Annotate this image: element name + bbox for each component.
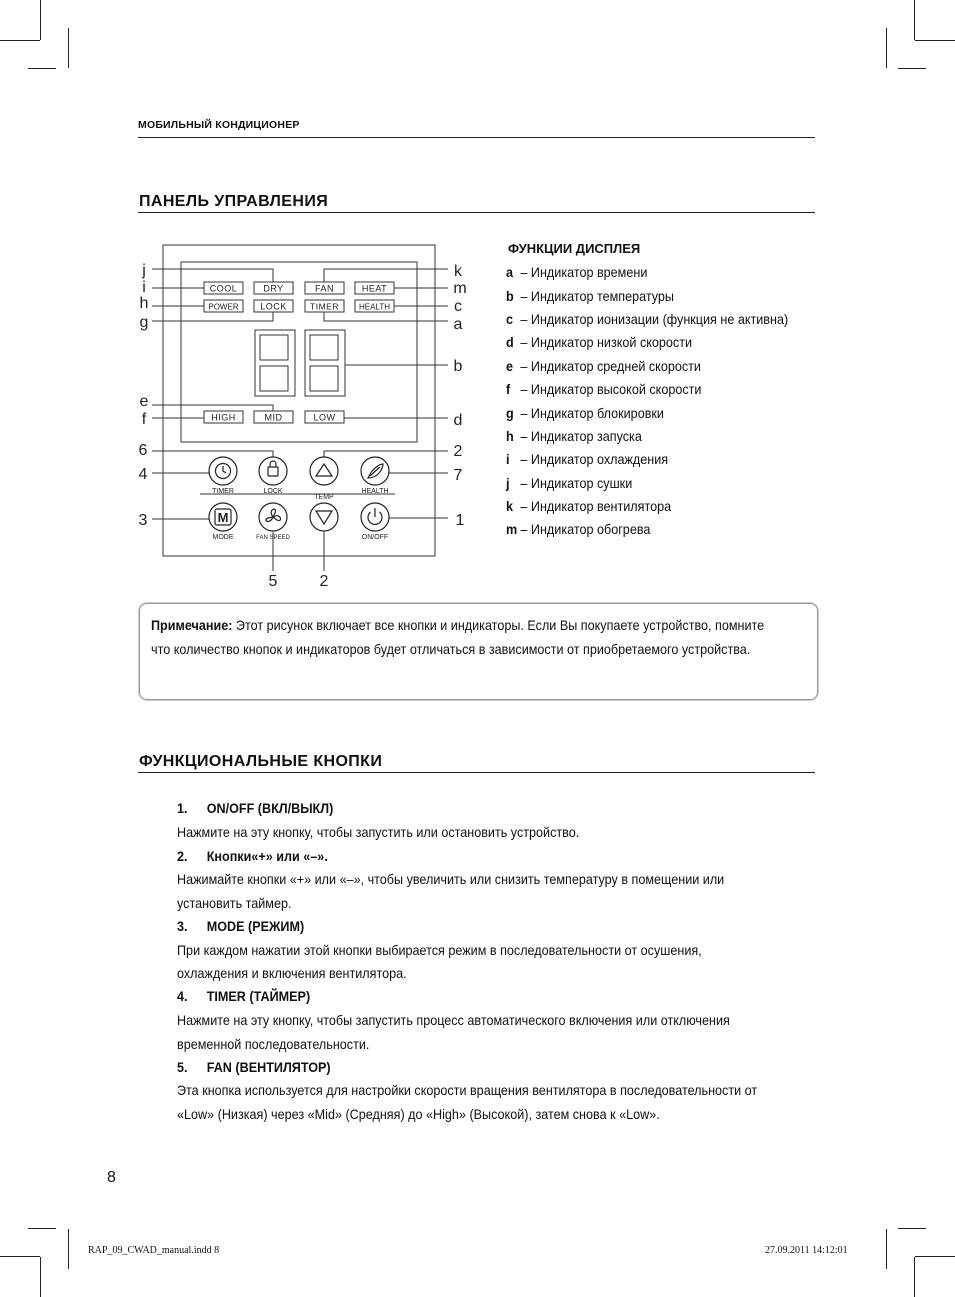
function-item: c – Индикатор ионизации (функция не активна) — [506, 311, 789, 327]
section-rule — [138, 212, 815, 213]
cool-label: COOL — [209, 283, 238, 294]
function-button-title: 3. MODE (РЕЖИМ) — [177, 918, 305, 934]
mode-button-label: MODE — [212, 534, 234, 541]
crop-mark — [28, 68, 56, 69]
crop-mark — [0, 40, 40, 41]
note-text — [151, 614, 781, 661]
function-button-desc: установить таймер. — [177, 895, 292, 911]
note-box — [139, 603, 818, 700]
power-label: POWER — [208, 302, 239, 312]
function-item: d – Индикатор низкой скорости — [506, 334, 693, 350]
callout-h: h — [139, 295, 149, 312]
callout-2-right: 2 — [453, 443, 463, 460]
function-item: a – Индикатор времени — [506, 264, 648, 280]
callout-j: j — [142, 262, 146, 279]
temp-down-button — [310, 503, 338, 531]
crop-mark — [886, 28, 887, 68]
timer-button-label: TIMER — [212, 488, 234, 495]
footer-timestamp: 27.09.2011 14:12:01 — [765, 1245, 848, 1256]
control-panel-diagram — [130, 240, 480, 590]
callout-1: 1 — [455, 512, 465, 529]
display-functions-title: ФУНКЦИИ ДИСПЛЕЯ — [508, 241, 641, 256]
function-item: e – Индикатор средней скорости — [506, 358, 701, 374]
callout-g: g — [139, 314, 149, 331]
health-label: HEALTH — [359, 302, 390, 312]
digit-left — [255, 330, 295, 396]
callout-6: 6 — [138, 442, 148, 459]
function-button-desc: «Low» (Низкая) через «Mid» (Средняя) до «High» (Высокой), затем снова к «Low». — [177, 1106, 660, 1122]
crop-mark — [898, 1228, 926, 1229]
crop-mark — [886, 1229, 887, 1269]
function-item: j – Индикатор сушки — [506, 475, 633, 491]
callout-k: k — [454, 263, 462, 280]
high-label: HIGH — [211, 412, 236, 423]
crop-mark — [68, 28, 69, 68]
digit-right — [305, 330, 345, 396]
callout-d: d — [453, 412, 463, 429]
function-item: m – Индикатор обогрева — [506, 521, 651, 537]
function-button-desc: Эта кнопка используется для настройки скорости вращения вентилятора в последовательности от — [177, 1082, 758, 1098]
crop-mark — [40, 1257, 41, 1297]
function-button-desc: Нажимайте кнопки «+» или «–», чтобы увеличить или снизить температуру в помещении или — [177, 871, 725, 887]
header-rule — [138, 137, 815, 138]
function-button-title: 4. TIMER (ТАЙМЕР) — [177, 988, 311, 1004]
callout-b: b — [453, 358, 463, 375]
callout-c: c — [454, 298, 462, 315]
onoff-button-label: ON/OFF — [361, 534, 389, 541]
callout-3: 3 — [138, 512, 148, 529]
callout-e: e — [139, 393, 149, 410]
function-item: h – Индикатор запуска — [506, 428, 642, 444]
function-item: k – Индикатор вентилятора — [506, 498, 672, 514]
crop-mark — [40, 0, 41, 40]
crop-mark — [915, 1256, 955, 1257]
mode-glyph: M — [217, 510, 229, 525]
temp-up-button — [310, 457, 338, 485]
note-label: Примечание: — [151, 617, 233, 633]
heat-label: HEAT — [361, 283, 388, 294]
crop-mark — [68, 1229, 69, 1269]
callout-m: m — [453, 280, 467, 297]
callout-5: 5 — [268, 573, 278, 590]
function-item: g – Индикатор блокировки — [506, 405, 664, 421]
function-button-desc: Нажмите на эту кнопку, чтобы запустить или остановить устройство. — [177, 824, 580, 840]
function-button-desc: охлаждения и включения вентилятора. — [177, 965, 407, 981]
function-button-desc: При каждом нажатии этой кнопки выбирается режим в последовательности от осушения, — [177, 942, 702, 958]
callout-a: a — [453, 316, 463, 333]
section-rule — [138, 772, 815, 773]
timer-label: TIMER — [310, 301, 339, 312]
function-button-title: 5. FAN (ВЕНТИЛЯТОР) — [177, 1059, 331, 1075]
crop-mark — [0, 1256, 40, 1257]
crop-mark — [28, 1228, 56, 1229]
crop-mark — [898, 68, 926, 69]
lock-label: LOCK — [260, 301, 287, 312]
running-header: МОБИЛЬНЫЙ КОНДИЦИОНЕР — [138, 119, 300, 131]
callout-4: 4 — [138, 466, 148, 483]
page-number: 8 — [107, 1169, 116, 1186]
crop-mark — [915, 40, 955, 41]
section-title-function-buttons: ФУНКЦИОНАЛЬНЫЕ КНОПКИ — [139, 753, 383, 770]
dry-label: DRY — [263, 283, 284, 294]
fan-label: FAN — [314, 283, 335, 294]
lock-button-label: LOCK — [263, 488, 283, 495]
temp-button-label: TEMP — [314, 494, 334, 501]
fan-speed-button-label: FAN SPEED — [256, 535, 290, 541]
crop-mark — [914, 1257, 915, 1297]
callout-7: 7 — [453, 467, 463, 484]
note-body: Этот рисунок включает все кнопки и индикаторы. Если Вы покупаете устройство, помните что количество кнопок и индикаторов будет отличаться в зависимости от приобретаемого устройства. — [151, 617, 765, 657]
footer-file-info: RAP_09_CWAD_manual.indd 8 — [88, 1245, 220, 1256]
low-label: LOW — [313, 412, 336, 423]
function-button-title: 1. ON/OFF (ВКЛ/ВЫКЛ) — [177, 800, 334, 816]
function-item: i – Индикатор охлаждения — [506, 451, 669, 467]
callout-f: f — [141, 411, 147, 428]
callout-2-bottom: 2 — [319, 573, 329, 590]
section-title-control-panel: ПАНЕЛЬ УПРАВЛЕНИЯ — [139, 193, 329, 210]
callout-i: i — [142, 279, 146, 296]
function-item: f – Индикатор высокой скорости — [506, 381, 702, 397]
function-button-desc: временной последовательности. — [177, 1036, 370, 1052]
crop-mark — [914, 0, 915, 40]
health-button-label: HEALTH — [361, 488, 389, 495]
function-item: b – Индикатор температуры — [506, 288, 674, 304]
function-button-title: 2. Кнопки«+» или «–». — [177, 848, 328, 864]
mid-label: MID — [264, 412, 283, 423]
function-button-desc: Нажмите на эту кнопку, чтобы запустить процесс автоматического включения или отключения — [177, 1012, 730, 1028]
